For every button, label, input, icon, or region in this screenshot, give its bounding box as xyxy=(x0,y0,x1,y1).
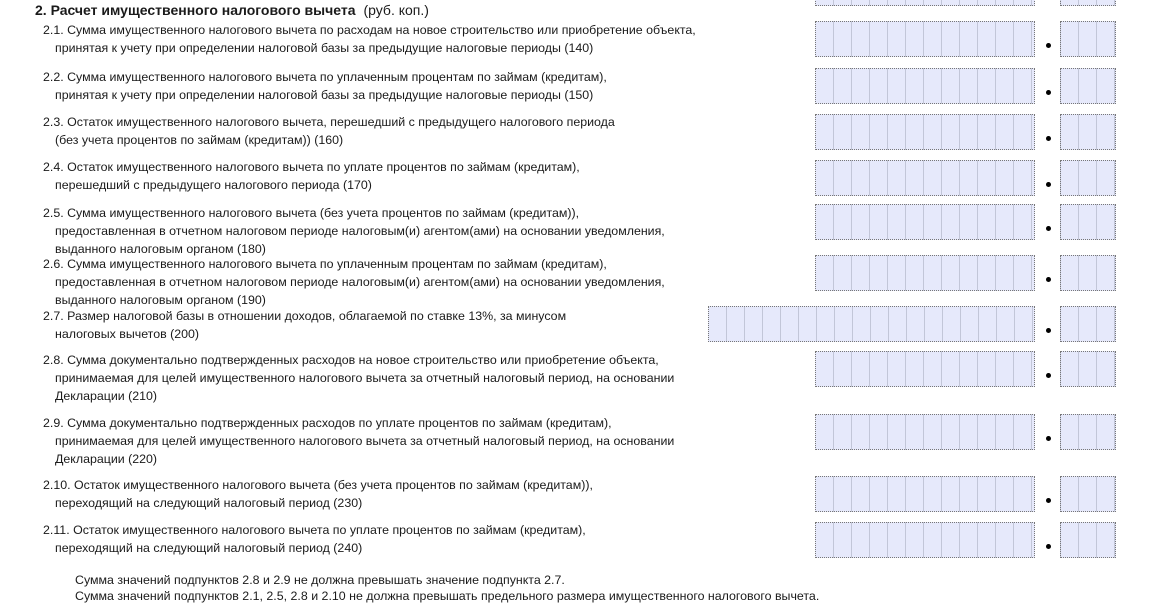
kopecks-field-190[interactable] xyxy=(1060,255,1116,291)
kopecks-field-220[interactable] xyxy=(1060,414,1116,450)
kopecks-field-180[interactable] xyxy=(1060,204,1116,240)
decimal-point-icon xyxy=(1046,90,1051,95)
item-label-line: 2.6. Сумма имущественного налогового вычета по уплаченным процентам по займам (кредитам), xyxy=(43,257,607,271)
item-label-line: 2.2. Сумма имущественного налогового вычета по уплаченным процентам по займам (кредитам), xyxy=(43,70,607,84)
item-label-line: принимаемая для целей имущественного налогового вычета за отчетный налоговый период, на основании xyxy=(55,371,675,385)
item-label-line: переходящий на следующий налоговый период (240) xyxy=(55,541,363,555)
item-label-210 xyxy=(43,351,813,405)
item-label-150 xyxy=(43,68,813,104)
item-label-line: Декларации (210) xyxy=(55,389,158,403)
decimal-point-icon xyxy=(1046,373,1051,378)
rubles-field-180[interactable] xyxy=(815,204,1035,240)
rubles-field-240[interactable] xyxy=(815,522,1035,558)
item-label-line: предоставленная в отчетном налоговом периоде налоговым(и) агентом(ами) на основании уведомления, xyxy=(55,224,665,238)
item-label-line: 2.4. Остаток имущественного налогового вычета по уплате процентов по займам (кредитам), xyxy=(43,160,580,174)
item-label-line: 2.7. Размер налоговой базы в отношении доходов, облагаемой по ставке 13%, за минусом xyxy=(43,309,567,323)
item-label-230 xyxy=(43,476,813,512)
decimal-point-icon xyxy=(1046,436,1051,441)
item-label-line: принимаемая для целей имущественного налогового вычета за отчетный налоговый период, на основании xyxy=(55,434,675,448)
decimal-point-icon xyxy=(1046,277,1051,282)
item-label-line: 2.10. Остаток имущественного налогового вычета (без учета процентов по займам (кредитам)), xyxy=(43,478,593,492)
item-label-line: 2.5. Сумма имущественного налогового вычета (без учета процентов по займам (кредитам)), xyxy=(43,206,580,220)
kopecks-field-170[interactable] xyxy=(1060,160,1116,196)
item-label-line: 2.8. Сумма документально подтвержденных расходов на новое строительство или приобретение объекта, xyxy=(43,353,659,367)
item-label-160 xyxy=(43,113,813,149)
note-2: Сумма значений подпунктов 2.1, 2.5, 2.8 и 2.10 не должна превышать предельного размера имущественного налогового вычета. xyxy=(75,589,820,603)
item-label-line: 2.3. Остаток имущественного налогового вычета, перешедший с предыдущего налогового периода xyxy=(43,115,615,129)
rubles-field-140[interactable] xyxy=(815,21,1035,57)
rubles-field-170[interactable] xyxy=(815,160,1035,196)
kopecks-field-200[interactable] xyxy=(1060,306,1116,342)
item-label-180 xyxy=(43,204,813,258)
item-label-220 xyxy=(43,414,813,468)
item-label-line: 2.9. Сумма документально подтвержденных расходов по уплате процентов по займам (кредитам), xyxy=(43,416,612,430)
decimal-point-icon xyxy=(1046,136,1051,141)
item-label-line: налоговых вычетов (200) xyxy=(55,327,200,341)
item-label-line: 2.1. Сумма имущественного налогового вычета по расходам на новое строительство или приобретение объекта, xyxy=(43,23,696,37)
item-label-line: принятая к учету при определении налоговой базы за предыдущие налоговые периоды (140) xyxy=(55,41,594,55)
decimal-point-icon xyxy=(1046,43,1051,48)
decimal-point-icon xyxy=(1046,226,1051,231)
item-label-line: принятая к учету при определении налоговой базы за предыдущие налоговые периоды (150) xyxy=(55,88,594,102)
decimal-point-icon xyxy=(1046,498,1051,503)
item-label-240 xyxy=(43,521,813,557)
kopecks-field-150[interactable] xyxy=(1060,68,1116,104)
decimal-point-icon xyxy=(1046,328,1051,333)
rubles-field-210[interactable] xyxy=(815,351,1035,387)
kopecks-field-240[interactable] xyxy=(1060,522,1116,558)
rubles-field-220[interactable] xyxy=(815,414,1035,450)
item-label-line: переходящий на следующий налоговый период (230) xyxy=(55,496,363,510)
decimal-point-icon xyxy=(1046,544,1051,549)
kopecks-field-210[interactable] xyxy=(1060,351,1116,387)
kopecks-field-230[interactable] xyxy=(1060,476,1116,512)
decimal-point-icon xyxy=(1046,182,1051,187)
top-kopecks-field-stub xyxy=(1060,0,1116,6)
section-title: 2. Расчет имущественного налогового вычета xyxy=(35,2,356,18)
top-rubles-field-stub xyxy=(815,0,1035,6)
item-label-line: выданного налоговым органом (190) xyxy=(55,293,266,307)
section-header xyxy=(35,2,429,18)
item-label-140 xyxy=(43,21,813,57)
item-label-line: (без учета процентов по займам (кредитам)) (160) xyxy=(55,133,344,147)
item-label-line: выданного налоговым органом (180) xyxy=(55,242,266,256)
note-1: Сумма значений подпунктов 2.8 и 2.9 не должна превышать значение подпункта 2.7. xyxy=(75,573,565,587)
rubles-field-160[interactable] xyxy=(815,114,1035,150)
kopecks-field-140[interactable] xyxy=(1060,21,1116,57)
rubles-field-230[interactable] xyxy=(815,476,1035,512)
rubles-field-150[interactable] xyxy=(815,68,1035,104)
item-label-line: предоставленная в отчетном налоговом периоде налоговым(и) агентом(ами) на основании уведомления, xyxy=(55,275,665,289)
item-label-170 xyxy=(43,158,813,194)
item-label-line: 2.11. Остаток имущественного налогового вычета по уплате процентов по займам (кредитам), xyxy=(43,523,586,537)
item-label-line: перешедший с предыдущего налогового периода (170) xyxy=(55,178,372,192)
section-unit: (руб. коп.) xyxy=(363,2,429,18)
item-label-200 xyxy=(43,307,813,343)
item-label-190 xyxy=(43,255,813,309)
item-label-line: Декларации (220) xyxy=(55,452,158,466)
rubles-field-190[interactable] xyxy=(815,255,1035,291)
rubles-field-200[interactable] xyxy=(708,306,1035,342)
kopecks-field-160[interactable] xyxy=(1060,114,1116,150)
